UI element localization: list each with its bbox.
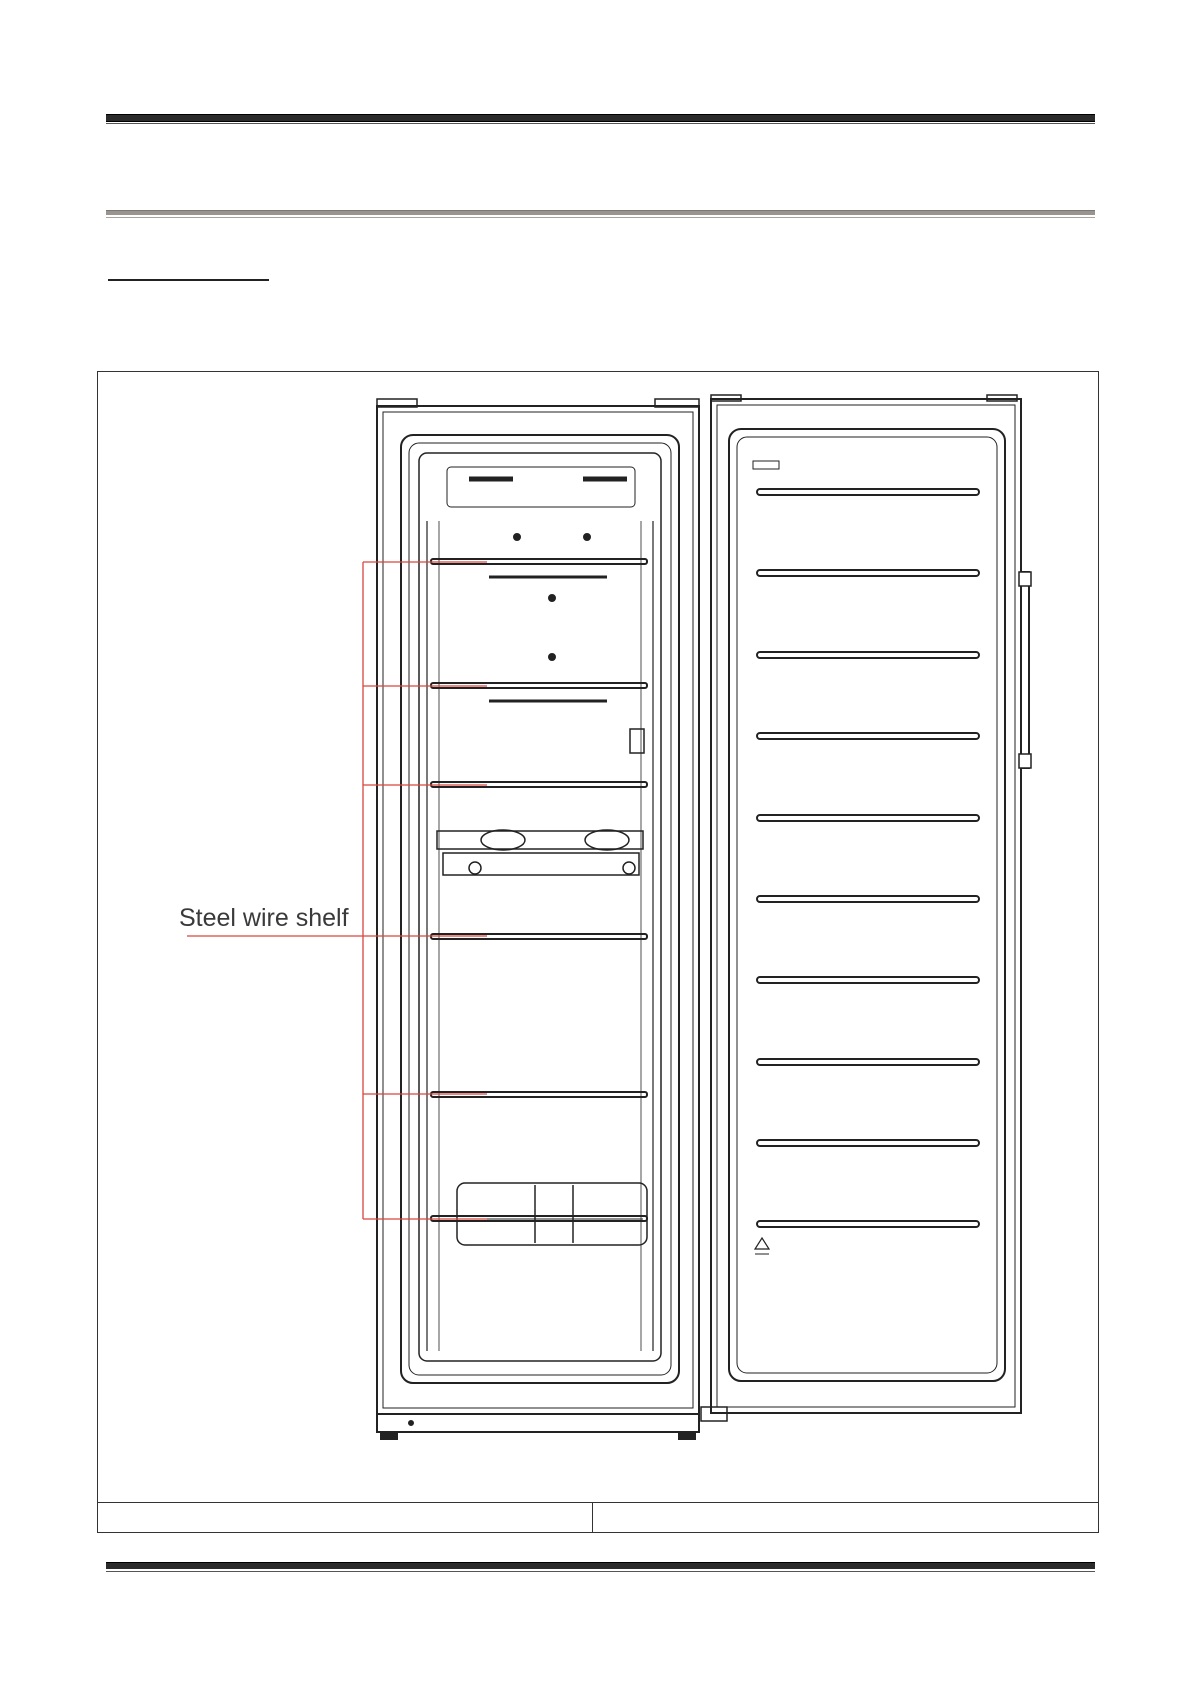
door-rail (757, 1140, 979, 1146)
door-rail (757, 570, 979, 576)
shelf-callout-lines (187, 562, 487, 1219)
cabinet-outline (377, 406, 699, 1414)
caption-divider (592, 1502, 593, 1533)
footer-rule-thin (106, 1571, 1095, 1572)
steel-wire-shelf-label: Steel wire shelf (179, 904, 349, 932)
door-rail (757, 815, 979, 821)
door-handle (1021, 572, 1029, 768)
door-rail (757, 896, 979, 902)
footer-rule-thick (106, 1562, 1095, 1569)
door-liner (729, 429, 1005, 1381)
door-rail (757, 1221, 979, 1227)
heading-underline (108, 279, 269, 281)
bottom-basket (457, 1183, 647, 1245)
section-rule-thin (106, 217, 1095, 218)
header-rule-thick (106, 114, 1095, 122)
door-outline (711, 399, 1021, 1413)
freezer-diagram (97, 371, 1099, 1502)
door-rail (757, 977, 979, 983)
door-rail (757, 1059, 979, 1065)
section-rule (106, 210, 1095, 215)
door-rail (757, 489, 979, 495)
caption-row (97, 1502, 1099, 1533)
door-rail (757, 652, 979, 658)
door-rail (757, 733, 979, 739)
recycle-icon (755, 1238, 769, 1249)
header-rule-thin (106, 123, 1095, 124)
